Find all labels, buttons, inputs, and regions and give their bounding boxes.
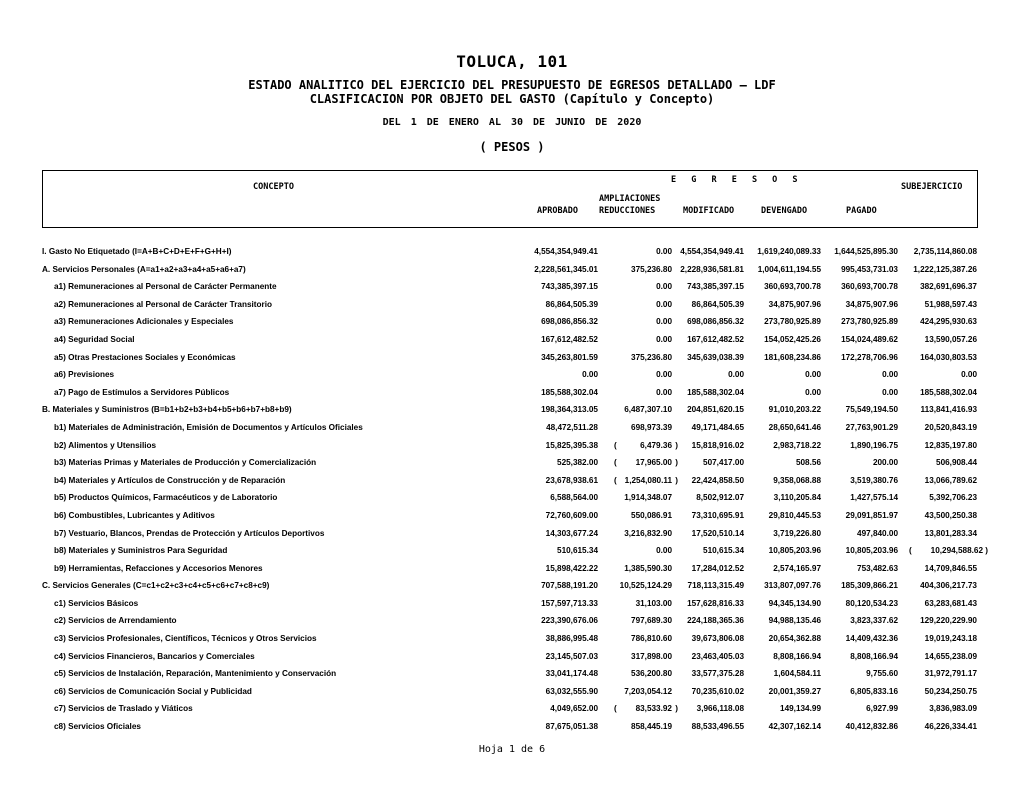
cell-aprobado: 698,086,856.32 <box>541 317 598 327</box>
cell-modificado: 88,533,496.55 <box>691 722 744 732</box>
cell-modificado: 39,673,806.08 <box>691 634 744 644</box>
column-header-reducciones: REDUCCIONES <box>599 206 656 216</box>
report-subtitle: ESTADO ANALITICO DEL EJERCICIO DEL PRESUPUESTO DE EGRESOS DETALLADO – LDF <box>248 78 776 92</box>
column-header-devengado: DEVENGADO <box>761 206 808 216</box>
table-row <box>0 280 1024 298</box>
cell-concepto: b2) Alimentos y Utensilios <box>54 440 157 450</box>
negative-close-paren: ) <box>675 704 678 714</box>
cell-ampliaciones-reducciones: 0.00 <box>656 247 672 256</box>
column-header-modificado: MODIFICADO <box>683 206 735 216</box>
cell-pagado: 497,840.00 <box>857 528 898 538</box>
cell-concepto: b5) Productos Químicos, Farmacéuticos y de Laboratorio <box>54 493 278 503</box>
cell-modificado: 17,284,012.52 <box>691 563 744 573</box>
table-row <box>0 263 1024 281</box>
cell-devengado: 20,654,362.88 <box>768 634 821 644</box>
cell-aprobado: 87,675,051.38 <box>545 722 598 732</box>
cell-modificado: 8,502,912.07 <box>696 493 744 503</box>
cell-pagado: 0.00 <box>882 370 898 380</box>
cell-ampliaciones-reducciones: 0.00 <box>656 299 672 309</box>
cell-modificado: 345,639,038.39 <box>687 352 744 362</box>
cell-concepto: b6) Combustibles, Lubricantes y Aditivos <box>54 510 215 520</box>
cell-subejercicio: 13,590,057.26 <box>924 334 977 344</box>
negative-close-paren: ) <box>675 440 678 450</box>
cell-concepto: c5) Servicios de Instalación, Reparación, Mantenimiento y Conservación <box>54 669 337 679</box>
cell-devengado: 10,805,203.96 <box>768 546 821 556</box>
cell-modificado: 73,310,695.91 <box>691 510 744 520</box>
cell-aprobado: 15,825,395.38 <box>545 440 598 450</box>
table-row <box>0 315 1024 333</box>
cell-modificado: 157,628,816.33 <box>687 598 744 608</box>
cell-aprobado: 4,049,652.00 <box>550 704 598 714</box>
cell-devengado: 28,650,641.46 <box>768 422 821 432</box>
cell-aprobado: 510,615.34 <box>557 546 598 556</box>
cell-devengado: 181,608,234.86 <box>764 352 821 362</box>
table-row <box>0 632 1024 650</box>
negative-close-paren: ) <box>985 546 988 556</box>
table-row <box>0 702 1024 720</box>
cell-subejercicio: 185,588,302.04 <box>920 387 977 397</box>
cell-concepto: a1) Remuneraciones al Personal de Carácter Permanente <box>54 282 277 292</box>
cell-pagado: 80,120,534.23 <box>845 598 898 608</box>
column-header-aprobado: APROBADO <box>537 206 578 216</box>
cell-ampliaciones-reducciones: 0.00 <box>656 546 672 556</box>
cell-devengado: 273,780,925.89 <box>764 317 821 327</box>
cell-subejercicio: 113,841,416.93 <box>920 405 977 415</box>
cell-modificado: 0.00 <box>728 370 744 380</box>
cell-ampliaciones-reducciones: 536,200.80 <box>631 669 672 679</box>
table-body <box>0 245 1024 738</box>
cell-concepto: I. Gasto No Etiquetado (I=A+B+C+D+E+F+G+H+I) <box>42 247 232 256</box>
cell-pagado: 154,024,489.62 <box>841 334 898 344</box>
cell-modificado: 224,188,365.36 <box>687 616 744 626</box>
cell-pagado: 360,693,700.78 <box>841 282 898 292</box>
cell-ampliaciones-reducciones: 31,103.00 <box>635 598 672 608</box>
cell-subejercicio: 43,500,250.38 <box>924 510 977 520</box>
cell-concepto: a3) Remuneraciones Adicionales y Especiales <box>54 317 234 327</box>
cell-devengado: 9,358,068.88 <box>773 475 821 485</box>
cell-devengado: 91,010,203.22 <box>768 405 821 415</box>
cell-devengado: 29,810,445.53 <box>768 510 821 520</box>
cell-aprobado: 86,864,505.39 <box>545 299 598 309</box>
cell-devengado: 8,808,166.94 <box>773 651 821 661</box>
negative-close-paren: ) <box>675 475 678 485</box>
cell-concepto: c7) Servicios de Traslado y Viáticos <box>54 704 193 714</box>
cell-concepto: a2) Remuneraciones al Personal de Carácter Transitorio <box>54 299 272 309</box>
cell-ampliaciones-reducciones: 0.00 <box>656 282 672 292</box>
cell-pagado: 8,808,166.94 <box>850 651 898 661</box>
cell-ampliaciones-reducciones: 375,236.80 <box>631 352 672 362</box>
cell-ampliaciones-reducciones: 0.00 <box>656 334 672 344</box>
cell-ampliaciones-reducciones: 6,479.36 <box>640 440 672 450</box>
cell-subejercicio: 12,835,197.80 <box>924 440 977 450</box>
cell-aprobado: 63,032,555.90 <box>545 686 598 696</box>
cell-ampliaciones-reducciones: 83,533.92 <box>635 704 672 714</box>
cell-devengado: 42,307,162.14 <box>768 722 821 732</box>
cell-ampliaciones-reducciones: 786,810.60 <box>631 634 672 644</box>
table-row <box>0 685 1024 703</box>
table-row <box>0 562 1024 580</box>
cell-ampliaciones-reducciones: 0.00 <box>656 370 672 380</box>
cell-pagado: 27,763,901.29 <box>845 422 898 432</box>
cell-concepto: c8) Servicios Oficiales <box>54 722 141 732</box>
cell-aprobado: 23,145,507.03 <box>545 651 598 661</box>
cell-pagado: 1,644,525,895.30 <box>834 247 898 256</box>
cell-aprobado: 48,472,511.28 <box>546 422 598 432</box>
cell-subejercicio: 506,908.44 <box>936 458 977 468</box>
cell-concepto: b1) Materiales de Administración, Emisión de Documentos y Artículos Oficiales <box>54 422 363 432</box>
table-row <box>0 439 1024 457</box>
cell-ampliaciones-reducciones: 0.00 <box>656 387 672 397</box>
cell-concepto: A. Servicios Personales (A=a1+a2+a3+a4+a5+a6+a7) <box>42 264 246 274</box>
cell-pagado: 273,780,925.89 <box>841 317 898 327</box>
cell-modificado: 698,086,856.32 <box>687 317 744 327</box>
report-currency: ( PESOS ) <box>479 140 545 154</box>
cell-subejercicio: 129,220,229.90 <box>920 616 977 626</box>
table-row <box>0 368 1024 386</box>
cell-concepto: B. Materiales y Suministros (B=b1+b2+b3+b4+b5+b6+b7+b8+b9) <box>42 405 292 415</box>
cell-concepto: b8) Materiales y Suministros Para Seguridad <box>54 546 228 556</box>
cell-aprobado: 743,385,397.15 <box>541 282 598 292</box>
cell-modificado: 33,577,375.28 <box>691 669 744 679</box>
table-row <box>0 491 1024 509</box>
table-row <box>0 579 1024 597</box>
cell-devengado: 3,719,226.80 <box>773 528 821 538</box>
cell-pagado: 75,549,194.50 <box>845 405 898 415</box>
cell-modificado: 167,612,482.52 <box>687 334 744 344</box>
cell-aprobado: 185,588,302.04 <box>541 387 598 397</box>
cell-concepto: b9) Herramientas, Refacciones y Accesorios Menores <box>54 563 263 573</box>
cell-devengado: 2,983,718.22 <box>773 440 821 450</box>
cell-devengado: 94,988,135.46 <box>768 616 821 626</box>
cell-concepto: a4) Seguridad Social <box>54 334 135 344</box>
cell-ampliaciones-reducciones: 317,898.00 <box>631 651 672 661</box>
cell-aprobado: 72,760,609.00 <box>545 510 598 520</box>
cell-concepto: C. Servicios Generales (C=c1+c2+c3+c4+c5+c6+c7+c8+c9) <box>42 581 270 591</box>
cell-ampliaciones-reducciones: 0.00 <box>656 317 672 327</box>
cell-subejercicio: 13,801,283.34 <box>924 528 977 538</box>
cell-subejercicio: 46,226,334.41 <box>924 722 977 732</box>
cell-pagado: 1,427,575.14 <box>850 493 898 503</box>
cell-ampliaciones-reducciones: 797,689.30 <box>631 616 672 626</box>
report-classification: CLASIFICACION POR OBJETO DEL GASTO (Capítulo y Concepto) <box>309 92 715 106</box>
cell-subejercicio: 424,295,930.63 <box>920 317 977 327</box>
cell-pagado: 1,890,196.75 <box>850 440 898 450</box>
cell-concepto: c3) Servicios Profesionales, Científicos, Técnicos y Otros Servicios <box>54 634 317 644</box>
cell-aprobado: 33,041,174.48 <box>545 669 598 679</box>
table-row <box>0 544 1024 562</box>
cell-devengado: 34,875,907.96 <box>768 299 821 309</box>
cell-modificado: 510,615.34 <box>703 546 744 556</box>
cell-aprobado: 198,364,313.05 <box>541 405 598 415</box>
cell-aprobado: 6,588,564.00 <box>550 493 598 503</box>
cell-devengado: 20,001,359.27 <box>768 686 821 696</box>
cell-concepto: b3) Materias Primas y Materiales de Producción y Comercialización <box>54 458 317 468</box>
cell-modificado: 70,235,610.02 <box>691 686 744 696</box>
table-row <box>0 614 1024 632</box>
cell-ampliaciones-reducciones: 6,487,307.10 <box>624 405 672 415</box>
cell-modificado: 3,966,118.08 <box>696 704 744 714</box>
cell-aprobado: 4,554,354,949.41 <box>534 247 598 256</box>
cell-concepto: c1) Servicios Básicos <box>54 598 139 608</box>
cell-subejercicio: 1,222,125,387.26 <box>913 264 977 274</box>
cell-pagado: 3,519,380.76 <box>850 475 898 485</box>
cell-aprobado: 525,382.00 <box>557 458 598 468</box>
cell-modificado: 185,588,302.04 <box>687 387 744 397</box>
cell-ampliaciones-reducciones: 7,203,054.12 <box>624 686 672 696</box>
report-title: TOLUCA, 101 <box>456 52 568 71</box>
cell-pagado: 40,412,832.86 <box>845 722 898 732</box>
cell-concepto: a5) Otras Prestaciones Sociales y Económicas <box>54 352 236 362</box>
cell-modificado: 2,228,936,581.81 <box>680 264 744 274</box>
cell-devengado: 1,004,611,194.55 <box>757 264 821 274</box>
cell-modificado: 743,385,397.15 <box>687 282 744 292</box>
cell-subejercicio: 20,520,843.19 <box>924 422 977 432</box>
cell-modificado: 507,417.00 <box>703 458 744 468</box>
table-row <box>0 597 1024 615</box>
cell-subejercicio: 382,691,696.37 <box>920 282 977 292</box>
cell-ampliaciones-reducciones: 1,914,348.07 <box>624 493 672 503</box>
cell-subejercicio: 0.00 <box>961 370 977 380</box>
cell-subejercicio: 31,972,791.17 <box>924 669 977 679</box>
cell-devengado: 1,619,240,089.33 <box>757 247 821 256</box>
cell-modificado: 86,864,505.39 <box>691 299 744 309</box>
negative-close-paren: ) <box>675 458 678 468</box>
table-row <box>0 650 1024 668</box>
cell-devengado: 508.56 <box>795 458 821 468</box>
cell-devengado: 2,574,165.97 <box>773 563 821 573</box>
cell-aprobado: 15,898,422.22 <box>545 563 598 573</box>
cell-ampliaciones-reducciones: 3,216,832.90 <box>624 528 672 538</box>
table-header <box>42 170 978 228</box>
table-row <box>0 527 1024 545</box>
cell-subejercicio: 14,709,846.55 <box>924 563 977 573</box>
cell-modificado: 204,851,620.15 <box>687 405 744 415</box>
cell-modificado: 23,463,405.03 <box>691 651 744 661</box>
cell-ampliaciones-reducciones: 858,445.19 <box>631 722 672 732</box>
cell-modificado: 22,424,858.50 <box>691 475 744 485</box>
cell-devengado: 0.00 <box>805 370 821 380</box>
cell-ampliaciones-reducciones: 17,965.00 <box>635 458 672 468</box>
column-header-pagado: PAGADO <box>846 206 877 216</box>
cell-pagado: 185,309,866.21 <box>841 581 898 591</box>
table-row <box>0 298 1024 316</box>
cell-subejercicio: 5,392,706.23 <box>929 493 977 503</box>
cell-pagado: 172,278,706.96 <box>841 352 898 362</box>
cell-pagado: 6,927.99 <box>866 704 898 714</box>
cell-devengado: 149,134.99 <box>780 704 821 714</box>
cell-subejercicio: 19,019,243.18 <box>924 634 977 644</box>
cell-ampliaciones-reducciones: 10,525,124.29 <box>619 581 672 591</box>
cell-subejercicio: 51,988,597.43 <box>924 299 977 309</box>
table-row <box>0 245 1024 263</box>
table-row <box>0 333 1024 351</box>
cell-concepto: c4) Servicios Financieros, Bancarios y Comerciales <box>54 651 255 661</box>
cell-aprobado: 223,390,676.06 <box>541 616 598 626</box>
cell-pagado: 3,823,337.62 <box>850 616 898 626</box>
cell-devengado: 313,807,097.76 <box>764 581 821 591</box>
table-row <box>0 403 1024 421</box>
cell-aprobado: 157,597,713.33 <box>541 598 598 608</box>
negative-open-paren: ( <box>614 475 617 485</box>
cell-concepto: c6) Servicios de Comunicación Social y Publicidad <box>54 686 252 696</box>
cell-pagado: 29,091,851.97 <box>845 510 898 520</box>
table-row <box>0 456 1024 474</box>
cell-aprobado: 0.00 <box>582 370 598 380</box>
table-row <box>0 386 1024 404</box>
cell-aprobado: 707,588,191.20 <box>541 581 598 591</box>
negative-open-paren: ( <box>909 546 912 556</box>
cell-subejercicio: 404,306,217.73 <box>920 581 977 591</box>
cell-devengado: 154,052,425.26 <box>764 334 821 344</box>
cell-pagado: 200.00 <box>872 458 898 468</box>
cell-pagado: 6,805,833.16 <box>850 686 898 696</box>
cell-devengado: 3,110,205.84 <box>773 493 821 503</box>
cell-subejercicio: 14,655,238.09 <box>924 651 977 661</box>
negative-open-paren: ( <box>614 458 617 468</box>
cell-concepto: b4) Materiales y Artículos de Construcción y de Reparación <box>54 475 286 485</box>
cell-concepto: a6) Previsiones <box>54 370 115 380</box>
cell-subejercicio: 13,066,789.62 <box>924 475 977 485</box>
cell-devengado: 94,345,134.90 <box>768 598 821 608</box>
table-row <box>0 667 1024 685</box>
cell-subejercicio: 164,030,803.53 <box>920 352 977 362</box>
cell-aprobado: 2,228,561,345.01 <box>534 264 598 274</box>
cell-pagado: 10,805,203.96 <box>845 546 898 556</box>
table-row <box>0 351 1024 369</box>
cell-subejercicio: 10,294,588.62 <box>930 546 983 556</box>
cell-pagado: 14,409,432.36 <box>845 634 898 644</box>
cell-ampliaciones-reducciones: 375,236.80 <box>631 264 672 274</box>
cell-concepto: a7) Pago de Estímulos a Servidores Públicos <box>54 387 230 397</box>
column-header-ampliaciones: AMPLIACIONES <box>599 194 661 204</box>
cell-subejercicio: 63,283,681.43 <box>924 598 977 608</box>
cell-devengado: 360,693,700.78 <box>764 282 821 292</box>
cell-modificado: 17,520,510.14 <box>691 528 744 538</box>
cell-concepto: b7) Vestuario, Blancos, Prendas de Protección y Artículos Deportivos <box>54 528 325 538</box>
cell-devengado: 0.00 <box>805 387 821 397</box>
table-row <box>0 421 1024 439</box>
cell-pagado: 9,755.60 <box>866 669 898 679</box>
cell-ampliaciones-reducciones: 550,086.91 <box>631 510 672 520</box>
cell-aprobado: 14,303,677.24 <box>545 528 598 538</box>
cell-devengado: 1,604,584.11 <box>773 669 821 679</box>
cell-aprobado: 345,263,801.59 <box>541 352 598 362</box>
cell-pagado: 34,875,907.96 <box>845 299 898 309</box>
negative-open-paren: ( <box>614 704 617 714</box>
cell-modificado: 49,171,484.65 <box>691 422 744 432</box>
cell-pagado: 0.00 <box>882 387 898 397</box>
table-row <box>0 509 1024 527</box>
negative-open-paren: ( <box>614 440 617 450</box>
page-number: Hoja 1 de 6 <box>478 744 546 755</box>
cell-concepto: c2) Servicios de Arrendamiento <box>54 616 177 626</box>
cell-aprobado: 23,678,938.61 <box>545 475 598 485</box>
cell-ampliaciones-reducciones: 1,254,080.11 <box>624 475 672 485</box>
column-group-egresos: E G R E S O S <box>671 175 803 185</box>
column-header-subejercicio: SUBEJERCICIO <box>901 182 963 192</box>
cell-ampliaciones-reducciones: 1,385,590.30 <box>624 563 672 573</box>
cell-aprobado: 38,886,995.48 <box>545 634 598 644</box>
cell-pagado: 995,453,731.03 <box>841 264 898 274</box>
cell-subejercicio: 2,735,114,860.08 <box>913 247 977 256</box>
cell-subejercicio: 50,234,250.75 <box>924 686 977 696</box>
cell-pagado: 753,482.63 <box>857 563 898 573</box>
column-header-concepto: CONCEPTO <box>253 182 294 192</box>
cell-subejercicio: 3,836,983.09 <box>929 704 977 714</box>
report-period: DEL 1 DE ENERO AL 30 DE JUNIO DE 2020 <box>382 117 642 128</box>
cell-modificado: 4,554,354,949.41 <box>680 247 744 256</box>
table-row <box>0 474 1024 492</box>
table-row <box>0 720 1024 738</box>
cell-modificado: 15,818,916.02 <box>691 440 744 450</box>
cell-modificado: 718,113,315.49 <box>687 581 744 591</box>
cell-aprobado: 167,612,482.52 <box>541 334 598 344</box>
cell-ampliaciones-reducciones: 698,973.39 <box>631 422 672 432</box>
